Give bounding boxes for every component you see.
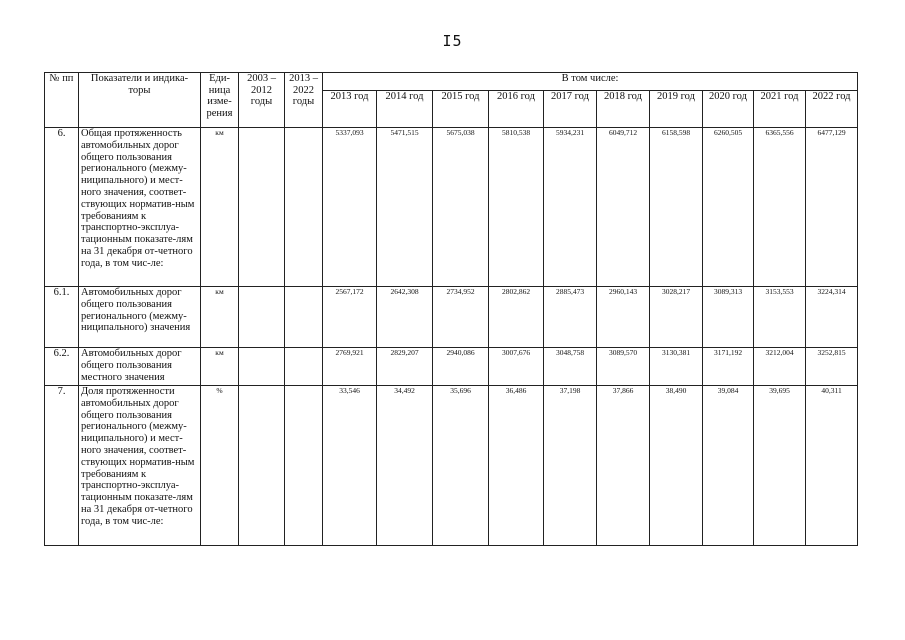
value-cell: 3048,758 — [544, 348, 597, 386]
table-row — [45, 386, 858, 546]
value-cell: 2734,952 — [433, 287, 489, 348]
value-cell: 3089,570 — [597, 348, 650, 386]
value-cell: 6049,712 — [597, 128, 650, 287]
value-cell: 36,486 — [489, 386, 544, 546]
row-unit: км — [201, 128, 239, 287]
value-cell: 39,084 — [703, 386, 754, 546]
value-cell: 6158,598 — [650, 128, 703, 287]
row-indicator: Доля протяженности автомобильных дорог общего пользования регионального (межму-ниципального) и мест-ного значения, соответ-ствующих норматив-ным требованиям к транспортно-эксплуа-тационным показате-лям на 31 декабря от-четного года, в том чис-ле: — [79, 386, 201, 546]
value-cell: 35,696 — [433, 386, 489, 546]
value-cell: 3212,004 — [754, 348, 806, 386]
header-year: 2017 год — [544, 91, 597, 128]
value-cell: 3089,313 — [703, 287, 754, 348]
value-cell: 2567,172 — [323, 287, 377, 348]
table-row — [45, 128, 858, 287]
value-cell: 6477,129 — [806, 128, 858, 287]
header-unit: Еди-ница изме-рения — [201, 73, 239, 128]
row-number: 6. — [45, 128, 79, 287]
value-cell: 5934,231 — [544, 128, 597, 287]
row-period-2003-2012 — [239, 128, 285, 287]
row-indicator: Общая протяженность автомобильных дорог общего пользования регионального (межму-ниципального) и мест-ного значения, соответ-ствующих норматив-ным требованиям к транспортно-эксплуа-тационным показате-лям на 31 декабря от-четного года, в том чис-ле: — [79, 128, 201, 287]
row-indicator: Автомобильных дорог общего пользования регионального (межму-ниципального) значения — [79, 287, 201, 348]
value-cell: 5337,093 — [323, 128, 377, 287]
table-row — [45, 287, 858, 348]
header-indicator: Показатели и индика-торы — [79, 73, 201, 128]
header-year: 2020 год — [703, 91, 754, 128]
row-unit: км — [201, 287, 239, 348]
header-num: № пп — [45, 73, 79, 128]
value-cell: 5810,538 — [489, 128, 544, 287]
header-period-2013-2022: 2013 – 2022 годы — [285, 73, 323, 128]
value-cell: 34,492 — [377, 386, 433, 546]
header-period-2003-2012: 2003 – 2012 годы — [239, 73, 285, 128]
row-period-2003-2012 — [239, 348, 285, 386]
value-cell: 37,198 — [544, 386, 597, 546]
value-cell: 3028,217 — [650, 287, 703, 348]
value-cell: 5675,038 — [433, 128, 489, 287]
row-unit: % — [201, 386, 239, 546]
value-cell: 3153,553 — [754, 287, 806, 348]
table-row — [45, 348, 858, 386]
value-cell: 2829,207 — [377, 348, 433, 386]
indicators-table — [44, 72, 858, 546]
header-year: 2014 год — [377, 91, 433, 128]
row-period-2003-2012 — [239, 287, 285, 348]
value-cell: 2802,862 — [489, 287, 544, 348]
header-year: 2022 год — [806, 91, 858, 128]
row-period-2013-2022 — [285, 386, 323, 546]
value-cell: 37,866 — [597, 386, 650, 546]
value-cell: 6260,505 — [703, 128, 754, 287]
header-year: 2016 год — [489, 91, 544, 128]
value-cell: 2885,473 — [544, 287, 597, 348]
value-cell: 40,311 — [806, 386, 858, 546]
row-period-2013-2022 — [285, 128, 323, 287]
value-cell: 2940,086 — [433, 348, 489, 386]
value-cell: 39,695 — [754, 386, 806, 546]
header-year: 2015 год — [433, 91, 489, 128]
header-including: В том числе: — [323, 73, 858, 91]
value-cell: 38,490 — [650, 386, 703, 546]
row-period-2013-2022 — [285, 287, 323, 348]
value-cell: 2960,143 — [597, 287, 650, 348]
row-number: 7. — [45, 386, 79, 546]
value-cell: 2769,921 — [323, 348, 377, 386]
value-cell: 3224,314 — [806, 287, 858, 348]
row-indicator: Автомобильных дорог общего пользования местного значения — [79, 348, 201, 386]
header-year: 2021 год — [754, 91, 806, 128]
header-year: 2018 год — [597, 91, 650, 128]
value-cell: 33,546 — [323, 386, 377, 546]
row-period-2003-2012 — [239, 386, 285, 546]
value-cell: 2642,308 — [377, 287, 433, 348]
row-period-2013-2022 — [285, 348, 323, 386]
value-cell: 3171,192 — [703, 348, 754, 386]
value-cell: 3007,676 — [489, 348, 544, 386]
page-number: I5 — [442, 32, 463, 50]
row-number: 6.1. — [45, 287, 79, 348]
value-cell: 6365,556 — [754, 128, 806, 287]
value-cell: 3252,815 — [806, 348, 858, 386]
row-number: 6.2. — [45, 348, 79, 386]
row-unit: км — [201, 348, 239, 386]
header-year: 2019 год — [650, 91, 703, 128]
value-cell: 3130,381 — [650, 348, 703, 386]
header-year: 2013 год — [323, 91, 377, 128]
value-cell: 5471,515 — [377, 128, 433, 287]
